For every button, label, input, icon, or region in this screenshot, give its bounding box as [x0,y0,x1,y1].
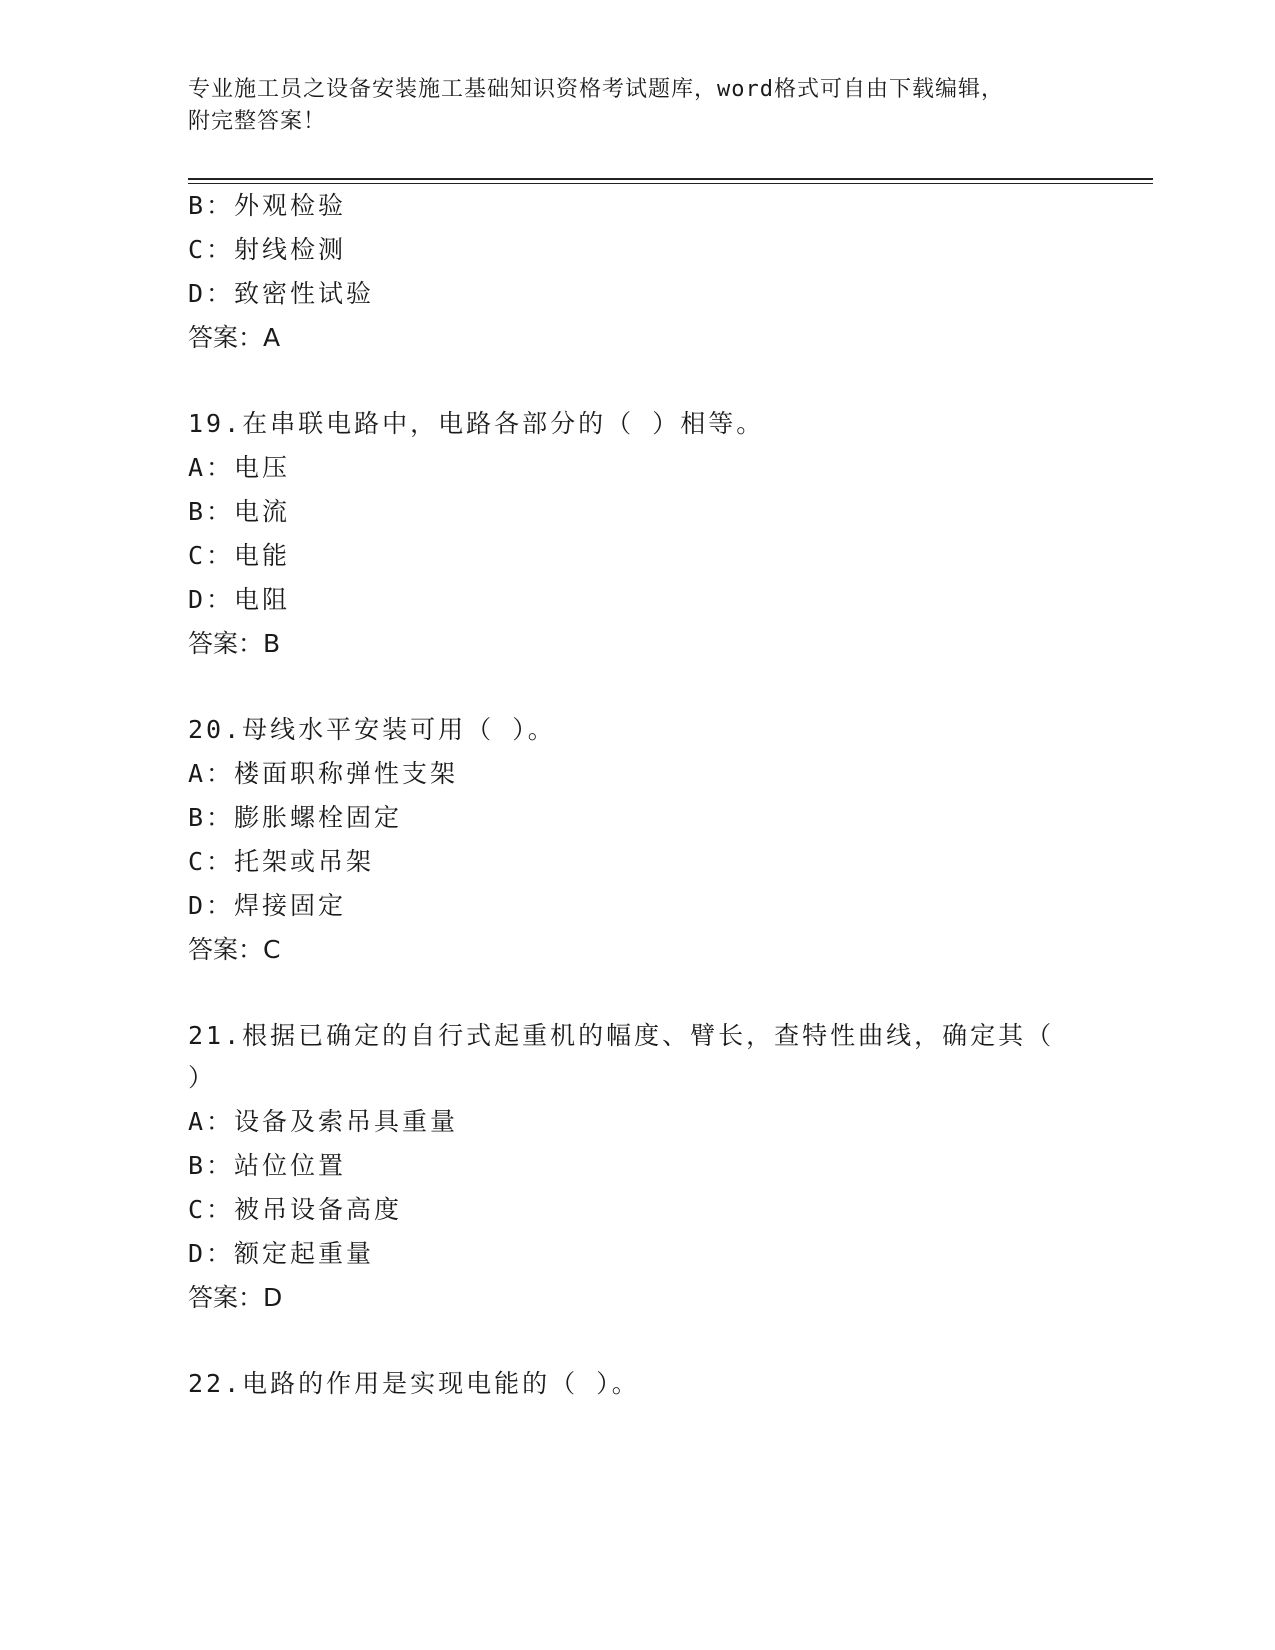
prev-option-d: D：致密性试验 [188,279,375,308]
question-20-option-c: C：托架或吊架 [188,847,375,876]
question-21-option-a: A：设备及索吊具重量 [188,1107,459,1136]
question-21-stem: 21.根据已确定的自行式起重机的幅度、臂长，查特性曲线，确定其（ [188,1021,1055,1050]
question-19-option-a: A：电压 [188,453,291,482]
question-19-option-d: D：电阻 [188,585,291,614]
question-20-option-b: B：膨胀螺栓固定 [188,803,403,832]
question-20-option-a: A：楼面职称弹性支架 [188,759,459,788]
header-divider-thick [188,178,1153,180]
question-19-answer: 答案：B [188,629,281,658]
question-21-option-b: B：站位位置 [188,1151,347,1180]
header-line-2: 附完整答案！ [188,109,327,134]
prev-option-c: C：射线检测 [188,235,347,264]
question-20-option-d: D：焊接固定 [188,891,347,920]
question-20-answer: 答案：C [188,935,281,964]
question-19-option-c: C：电能 [188,541,291,570]
header-divider-thin [188,183,1153,184]
question-21-stem-continued: ） [188,1063,217,1092]
question-20-stem: 20.母线水平安装可用（ ）。 [188,715,556,744]
prev-answer: 答案：A [188,323,281,352]
document-header [188,74,1088,138]
question-21-answer: 答案：D [188,1283,283,1312]
header-line-1: 专业施工员之设备安装施工基础知识资格考试题库，word格式可自由下载编辑， [188,77,1004,102]
question-19-stem: 19.在串联电路中，电路各部分的（ ）相等。 [188,409,765,438]
question-21-option-c: C：被吊设备高度 [188,1195,403,1224]
question-19-option-b: B：电流 [188,497,291,526]
question-22-stem: 22.电路的作用是实现电能的（ ）。 [188,1369,640,1398]
prev-option-b: B：外观检验 [188,191,347,220]
question-21-option-d: D：额定起重量 [188,1239,375,1268]
